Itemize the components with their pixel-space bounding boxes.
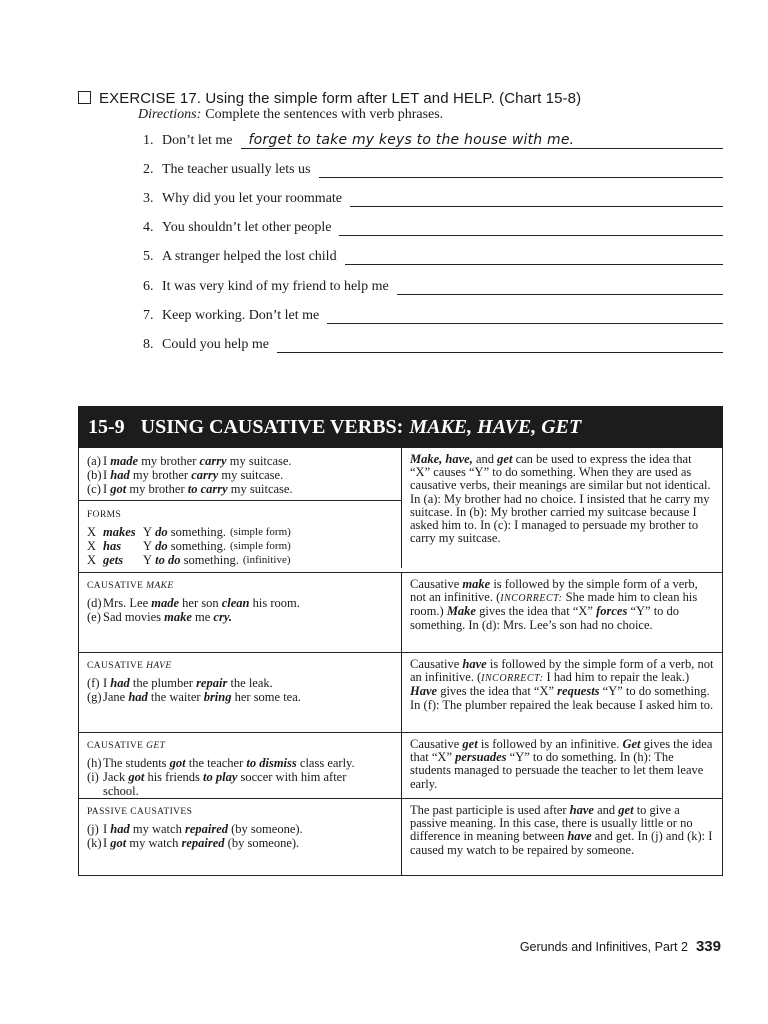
- main-verb: to dismiss: [246, 756, 297, 770]
- footer-text: Gerunds and Infinitives, Part 2: [519, 940, 688, 954]
- main-verb: to carry: [187, 482, 228, 496]
- causative-verb: got: [110, 836, 127, 850]
- example-object: the teacher: [185, 756, 247, 770]
- example-object: the plumber: [129, 676, 197, 690]
- label-verb: MAKE: [146, 581, 174, 591]
- have-explanation: [401, 653, 722, 732]
- causative-verb: got: [169, 756, 186, 770]
- form-rest: something.: [167, 525, 226, 539]
- example-subject: I: [103, 482, 111, 496]
- example-label: (e): [87, 610, 101, 624]
- passive-row: [79, 798, 722, 875]
- main-verb: bring: [203, 690, 232, 704]
- form-line: [87, 539, 393, 553]
- exercise-item: [143, 279, 723, 295]
- item-number: 3.: [143, 191, 154, 206]
- example-subject: I: [103, 836, 111, 850]
- example-e: [87, 610, 393, 624]
- make-explanation-text: Causative make is followed by the simple form of a verb, not an infinitive. (INCORRECT: She made him to clean his room.) Make gives the idea that “X” forces “Y” to do something. In (d): Mrs. Lee’s son had no choice.: [410, 577, 698, 632]
- have-row: [79, 652, 722, 732]
- form-y: Y: [143, 539, 156, 553]
- passive-label: PASSIVE CAUSATIVES: [87, 807, 193, 817]
- example-rest: my suitcase.: [226, 454, 292, 468]
- directions-text: Complete the sentences with verb phrases.: [205, 107, 444, 122]
- example-label: (a): [87, 454, 101, 468]
- item-prompt: You shouldn’t let other people: [162, 220, 332, 235]
- example-subject: I: [103, 454, 111, 468]
- label-verb: HAVE: [146, 661, 172, 671]
- example-object: my watch: [126, 836, 182, 850]
- example-object: my brother: [129, 468, 192, 482]
- example-g: [87, 690, 393, 704]
- forms-block: [79, 504, 401, 568]
- example-object: my brother: [126, 482, 188, 496]
- answer-blank[interactable]: [319, 163, 723, 178]
- label-prefix: CAUSATIVE: [87, 581, 147, 591]
- example-label: (j): [87, 822, 99, 836]
- item-number: 6.: [143, 279, 154, 294]
- get-label: [87, 739, 393, 753]
- form-rest: something.: [180, 553, 239, 567]
- example-label: (i): [87, 770, 99, 784]
- label-prefix: CAUSATIVE: [87, 661, 147, 671]
- page-footer: [520, 938, 721, 955]
- form-verb: gets: [103, 553, 124, 567]
- answer-blank[interactable]: [397, 280, 723, 295]
- example-object: his friends: [144, 770, 204, 784]
- form-note: (simple form): [230, 526, 291, 538]
- item-prompt: Could you help me: [162, 337, 269, 352]
- form-v: to do: [155, 553, 181, 567]
- example-object: me: [191, 610, 214, 624]
- causative-verb: made: [110, 454, 139, 468]
- example-d: [87, 596, 393, 610]
- chart-number: 15-9: [88, 415, 125, 438]
- have-explanation-text: Causative have is followed by the simple form of a verb, not an infinitive. (INCORRECT: I had him to repair the leak.) Have gives the idea that “X” requests “Y” to do something. In (f): The plumber repaired the leak because I asked him to.: [410, 657, 714, 712]
- example-subject: Sad movies: [103, 610, 165, 624]
- example-rest-wrap: school.: [103, 784, 139, 798]
- form-y: Y: [143, 525, 156, 539]
- intro-row: [79, 448, 722, 568]
- example-label: (f): [87, 676, 100, 690]
- main-verb: to play: [203, 770, 238, 784]
- exercise-item: [143, 220, 723, 236]
- example-subject: Mrs. Lee: [103, 596, 152, 610]
- answer-blank[interactable]: [350, 192, 723, 207]
- causative-verb: made: [151, 596, 180, 610]
- answer-blank[interactable]: [327, 309, 723, 324]
- exercise-item: [143, 249, 723, 265]
- example-object: her son: [179, 596, 222, 610]
- item-prompt: It was very kind of my friend to help me: [162, 279, 389, 294]
- forms-label: FORMS: [87, 510, 122, 520]
- exercise-heading: [78, 90, 581, 107]
- example-label: (c): [87, 482, 101, 496]
- example-rest: her some tea.: [231, 690, 301, 704]
- main-verb: repair: [196, 676, 228, 690]
- main-verb: repaired: [181, 836, 225, 850]
- example-object: the waiter: [147, 690, 204, 704]
- form-v: do: [155, 525, 168, 539]
- causative-verb: got: [128, 770, 145, 784]
- answer-blank[interactable]: [345, 250, 723, 265]
- example-label: (k): [87, 836, 102, 850]
- form-x: X: [87, 553, 97, 567]
- example-rest: soccer with him after: [237, 770, 347, 784]
- answer-blank[interactable]: [241, 134, 723, 149]
- causative-verb: had: [110, 676, 130, 690]
- example-f: [87, 676, 393, 690]
- example-rest: class early.: [296, 756, 355, 770]
- example-label: (g): [87, 690, 102, 704]
- example-h: [87, 756, 393, 770]
- form-x: X: [87, 525, 97, 539]
- form-v: do: [155, 539, 168, 553]
- label-verb: GET: [146, 741, 166, 751]
- causative-verb: had: [110, 468, 130, 482]
- exercise-title: EXERCISE 17. Using the simple form after LET and HELP. (Chart 15-8): [99, 90, 582, 107]
- passive-explanation-text: The past participle is used after have and get to give a passive meaning. In this case, there is usually little or no difference in meaning between have and get. In (j) and (k): I caused my watch to be repaired by someone.: [410, 803, 713, 857]
- get-explanation-text: Causative get is followed by an infinitive. Get gives the idea that “X” persuades “Y” to do something. In (h): The students managed to persuade the teacher to let them leave early.: [410, 737, 713, 791]
- item-number: 2.: [143, 162, 154, 177]
- causative-verb: had: [110, 822, 130, 836]
- example-subject: I: [103, 822, 111, 836]
- causative-verb: had: [128, 690, 148, 704]
- get-row: [79, 732, 722, 798]
- example-rest: (by someone).: [228, 822, 303, 836]
- make-explanation: [401, 573, 722, 652]
- form-verb: has: [103, 539, 122, 553]
- intro-explanation-text: Make, have, and get can be used to express the idea that “X” causes “Y” to do something. When they are used as causative verbs, their meanings are similar but not identical. In (a): My brother had no choice. I insisted that he carry my suitcase. In (b): My brother carried my suitcase because I asked him to. In (c): I managed to persuade my brother to carry my suitcase.: [410, 452, 711, 546]
- example-subject: I: [103, 468, 111, 482]
- exercise-item: [143, 337, 723, 353]
- get-explanation: [401, 733, 722, 798]
- get-examples: [79, 733, 401, 798]
- exercise-item: [143, 191, 723, 207]
- example-a: [87, 454, 393, 468]
- item-number: 8.: [143, 337, 154, 352]
- example-object: my brother: [138, 454, 200, 468]
- main-verb: clean: [221, 596, 250, 610]
- directions-label: Directions:: [138, 107, 202, 122]
- example-subject: Jane: [103, 690, 129, 704]
- item-prompt: A stranger helped the lost child: [162, 249, 337, 264]
- item-prompt: Keep working. Don’t let me: [162, 308, 320, 323]
- item-number: 4.: [143, 220, 154, 235]
- directions: [138, 107, 443, 123]
- item-prompt: The teacher usually lets us: [162, 162, 311, 177]
- item-prompt: Why did you let your roommate: [162, 191, 343, 206]
- causative-verb: got: [110, 482, 127, 496]
- grammar-chart: [78, 448, 723, 876]
- form-y: Y: [143, 553, 156, 567]
- exercise-item: [143, 308, 723, 324]
- example-subject: The students: [103, 756, 170, 770]
- example-k: [87, 836, 393, 850]
- handwritten-answer: forget to take my keys to the house with me.: [248, 132, 575, 148]
- example-label: (h): [87, 756, 102, 770]
- answer-blank[interactable]: [277, 338, 723, 353]
- item-number: 1.: [143, 133, 154, 148]
- checkbox-icon: [78, 91, 91, 104]
- example-c: [87, 482, 393, 496]
- main-verb: carry: [199, 454, 227, 468]
- example-rest: his room.: [249, 596, 300, 610]
- form-line: [87, 525, 393, 539]
- passive-explanation: [401, 799, 722, 875]
- example-rest: the leak.: [227, 676, 273, 690]
- page-number: 339: [695, 938, 721, 955]
- example-i: [87, 770, 393, 798]
- main-verb: repaired: [184, 822, 229, 836]
- item-number: 5.: [143, 249, 154, 264]
- form-line: [87, 553, 393, 567]
- chart-title-bar: [78, 406, 723, 448]
- item-prompt: Don’t let me: [162, 133, 233, 148]
- make-examples: [79, 573, 401, 652]
- example-subject: I: [103, 676, 111, 690]
- example-rest: my suitcase.: [218, 468, 284, 482]
- make-label: [87, 579, 393, 593]
- forms-list: [87, 525, 393, 567]
- example-label: (d): [87, 596, 102, 610]
- example-j: [87, 822, 393, 836]
- label-prefix: CAUSATIVE: [87, 741, 147, 751]
- example-subject: Jack: [103, 770, 129, 784]
- form-x: X: [87, 539, 97, 553]
- item-number: 7.: [143, 308, 154, 323]
- answer-blank[interactable]: [339, 221, 723, 236]
- intro-explanation: [401, 448, 722, 568]
- main-verb: carry: [191, 468, 219, 482]
- example-object: my watch: [129, 822, 185, 836]
- example-rest: my suitcase.: [227, 482, 293, 496]
- form-verb: makes: [103, 525, 136, 539]
- forms-divider: [79, 500, 401, 501]
- main-verb: cry.: [213, 610, 233, 624]
- form-note: (infinitive): [242, 554, 291, 566]
- exercise-item: [143, 162, 723, 178]
- example-label: (b): [87, 468, 102, 482]
- form-rest: something.: [167, 539, 226, 553]
- chart-title: USING CAUSATIVE VERBS:: [140, 415, 404, 438]
- have-examples: [79, 653, 401, 732]
- example-rest: (by someone).: [224, 836, 300, 850]
- have-label: [87, 659, 393, 673]
- exercise-item: [143, 133, 723, 149]
- example-b: [87, 468, 393, 482]
- passive-examples: [79, 799, 401, 875]
- chart-verbs: MAKE, HAVE, GET: [409, 415, 582, 438]
- causative-verb: make: [164, 610, 192, 624]
- make-row: [79, 572, 722, 652]
- form-note: (simple form): [230, 540, 291, 552]
